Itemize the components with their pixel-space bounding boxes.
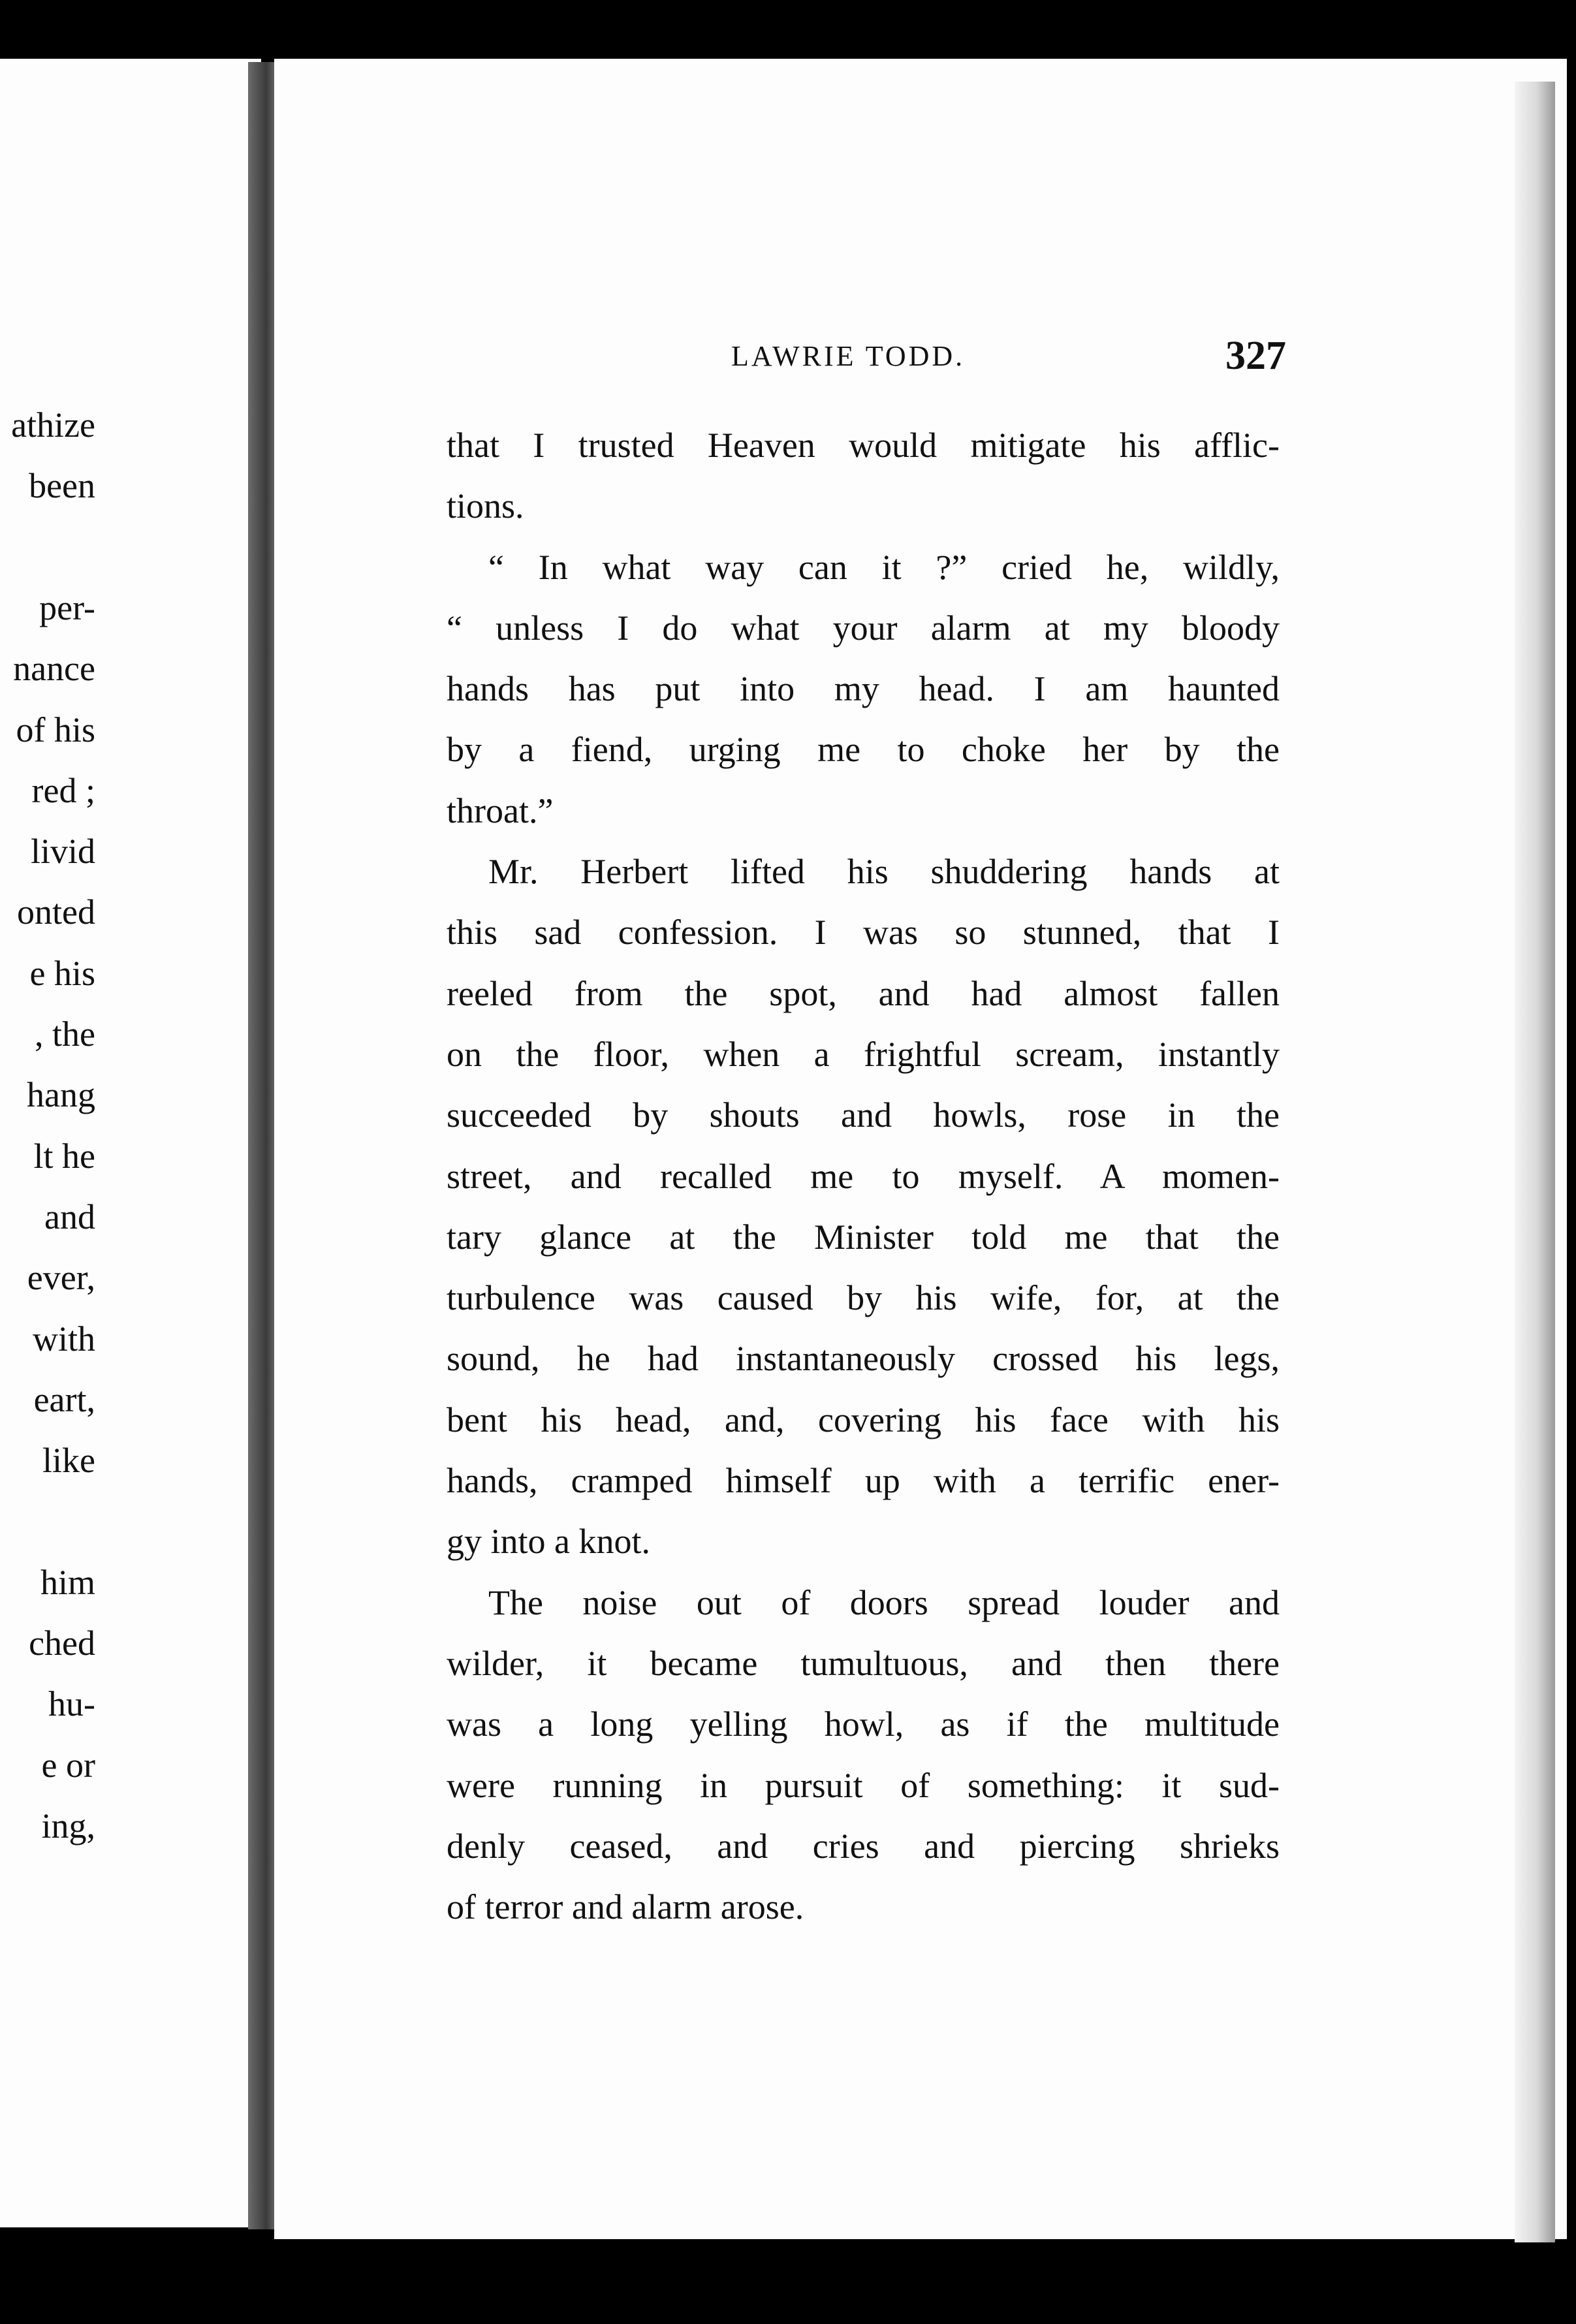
running-title: LAWRIE TODD. bbox=[731, 340, 966, 372]
text-line: The noise out of doors spread louder and bbox=[488, 1582, 1280, 1622]
left-page-fragment: e his bbox=[29, 953, 95, 993]
page-number: 327 bbox=[1225, 334, 1286, 378]
left-page-fragment: e or bbox=[41, 1745, 95, 1785]
left-page-fragment: hu- bbox=[48, 1684, 95, 1724]
left-page-fragment: hang bbox=[27, 1075, 95, 1115]
text-line: wilder, it became tumultuous, and then there bbox=[447, 1643, 1280, 1683]
text-line: throat.” bbox=[447, 791, 554, 830]
left-page-fragment: been bbox=[29, 466, 95, 506]
left-page-fragment: with bbox=[32, 1319, 95, 1358]
text-line: street, and recalled me to myself. A momen- bbox=[447, 1156, 1280, 1196]
text-line: reeled from the spot, and had almost fallen bbox=[447, 973, 1280, 1013]
text-line: tions. bbox=[447, 486, 524, 526]
text-line: denly ceased, and cries and piercing shrieks bbox=[447, 1826, 1280, 1866]
text-line: this sad confession. I was so stunned, that I bbox=[447, 913, 1280, 952]
left-page-fragment: red ; bbox=[31, 770, 95, 810]
text-line: tary glance at the Minister told me that the bbox=[447, 1217, 1280, 1257]
left-page-fragment: livid bbox=[30, 832, 95, 872]
text-line: hands has put into my head. I am haunted bbox=[447, 669, 1280, 709]
text-line: by a fiend, urging me to choke her by the bbox=[447, 730, 1280, 770]
body-text bbox=[447, 415, 1280, 1938]
paragraph bbox=[447, 841, 1280, 1573]
left-page-fragment: ever, bbox=[27, 1258, 95, 1298]
page-edge bbox=[1515, 82, 1555, 2242]
text-line: that I trusted Heaven would mitigate his afflic- bbox=[447, 426, 1280, 465]
text-line: were running in pursuit of something: it sud- bbox=[447, 1765, 1280, 1805]
paragraph bbox=[447, 415, 1280, 537]
left-page-fragment: onted bbox=[17, 892, 95, 932]
text-line: gy into a knot. bbox=[447, 1522, 650, 1562]
text-line: “ unless I do what your alarm at my bloody bbox=[447, 608, 1280, 648]
text-line: succeeded by shouts and howls, rose in the bbox=[447, 1095, 1280, 1135]
left-page-fragment: like bbox=[42, 1441, 95, 1481]
text-line: Mr. Herbert lifted his shuddering hands at bbox=[488, 852, 1280, 892]
left-page-fragment: ing, bbox=[41, 1806, 95, 1845]
left-page-fragment: ched bbox=[29, 1624, 95, 1663]
page-header bbox=[457, 333, 1286, 385]
left-page-fragment: per- bbox=[39, 588, 95, 627]
paragraph bbox=[447, 537, 1280, 841]
left-page-fragment: , the bbox=[35, 1014, 95, 1054]
left-page-fragment: of his bbox=[16, 710, 95, 749]
text-line: sound, he had instantaneously crossed his legs, bbox=[447, 1339, 1280, 1379]
left-page-fragment: eart, bbox=[33, 1379, 95, 1419]
text-line: “ In what way can it ?” cried he, wildly, bbox=[488, 547, 1280, 587]
text-line: of terror and alarm arose. bbox=[447, 1887, 804, 1927]
text-line: turbulence was caused by his wife, for, at the bbox=[447, 1278, 1280, 1318]
text-line: was a long yelling howl, as if the multitude bbox=[447, 1704, 1280, 1744]
paragraph bbox=[447, 1573, 1280, 1938]
left-page-fragment: him bbox=[40, 1562, 95, 1602]
left-page-fragment: nance bbox=[13, 649, 95, 689]
text-line: hands, cramped himself up with a terrific ener- bbox=[447, 1461, 1280, 1501]
left-page-fragment: and bbox=[44, 1197, 95, 1236]
text-line: on the floor, when a frightful scream, instantly bbox=[447, 1034, 1280, 1074]
text-line: bent his head, and, covering his face with his bbox=[447, 1400, 1280, 1439]
left-page-fragment: athize bbox=[11, 405, 95, 445]
left-page-fragment: lt he bbox=[33, 1136, 95, 1176]
